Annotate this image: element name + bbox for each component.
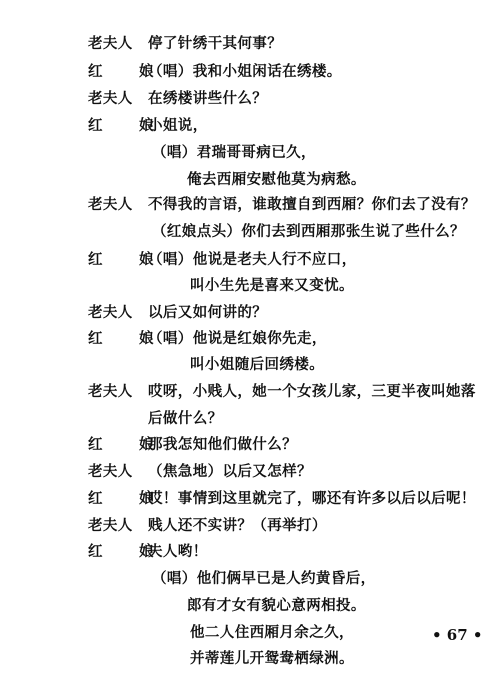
- speech-text: 小姐说，: [148, 117, 208, 134]
- speech-text: 不得我的言语，谁敢擅自到西厢？你们去了没有？: [148, 196, 476, 213]
- speaker-name: 老夫人: [88, 196, 133, 213]
- speech-text: （唱）他说是老夫人行不应口，: [148, 251, 357, 268]
- speech-text: 夫人哟！: [148, 543, 208, 560]
- speech-text: （唱）我和小姐闲话在绣楼。: [148, 63, 342, 80]
- speech-text: 他二人住西厢月余之久，: [190, 624, 354, 641]
- speech-text: （焦急地）以后又怎样？: [148, 463, 312, 480]
- speech-text: 叫小生先是喜来又变忧。: [190, 277, 354, 294]
- speech-text: 叫小姐随后回绣楼。: [190, 356, 325, 373]
- speaker-name: 红 娘: [88, 251, 165, 268]
- speech-text: 在绣楼讲些什么？: [148, 90, 268, 107]
- speech-text: （红娘点头）你们去到西厢那张生说了些什么？: [152, 223, 465, 240]
- speaker-name: 老夫人: [88, 383, 133, 400]
- speaker-name: 老夫人: [88, 304, 133, 321]
- speech-text: 并蒂莲儿开鸳鸯栖绿洲。: [190, 650, 354, 667]
- speech-text: 后做什么？: [148, 410, 223, 427]
- speech-text: 以后又如何讲的？: [148, 304, 268, 321]
- speaker-name: 红 娘: [88, 330, 165, 347]
- speech-text: （唱）他们俩早已是人约黄昏后，: [152, 570, 376, 587]
- speaker-name: 老夫人: [88, 463, 133, 480]
- speech-text: 停了针绣干其何事？: [148, 35, 283, 52]
- speaker-name: 红 娘: [88, 543, 165, 560]
- speech-text: 俺去西厢安慰他莫为病愁。: [187, 171, 366, 188]
- speaker-name: 红 娘: [88, 490, 165, 507]
- speech-text: 哎呀，小贱人，她一个女孩儿家，三更半夜叫她落: [148, 383, 476, 400]
- speaker-name: 红 娘: [88, 63, 165, 80]
- page-number: • 67 •: [432, 626, 483, 644]
- speaker-name: 红 娘: [88, 436, 165, 453]
- speaker-name: 老夫人: [88, 90, 133, 107]
- speaker-name: 红 娘: [88, 117, 165, 134]
- speech-text: 郎有才女有貌心意两相投。: [187, 597, 366, 614]
- speaker-name: 老夫人: [88, 517, 133, 534]
- speaker-name: 老夫人: [88, 35, 133, 52]
- speech-text: 那我怎知他们做什么？: [148, 436, 297, 453]
- speech-text: 贱人还不实讲？（再举打）: [148, 517, 327, 534]
- speech-text: （唱）君瑞哥哥病已久，: [152, 144, 316, 161]
- speech-text: （唱）他说是红娘你先走，: [148, 330, 327, 347]
- speech-text: 哎！事情到这里就完了，哪还有许多以后以后呢！: [148, 490, 476, 507]
